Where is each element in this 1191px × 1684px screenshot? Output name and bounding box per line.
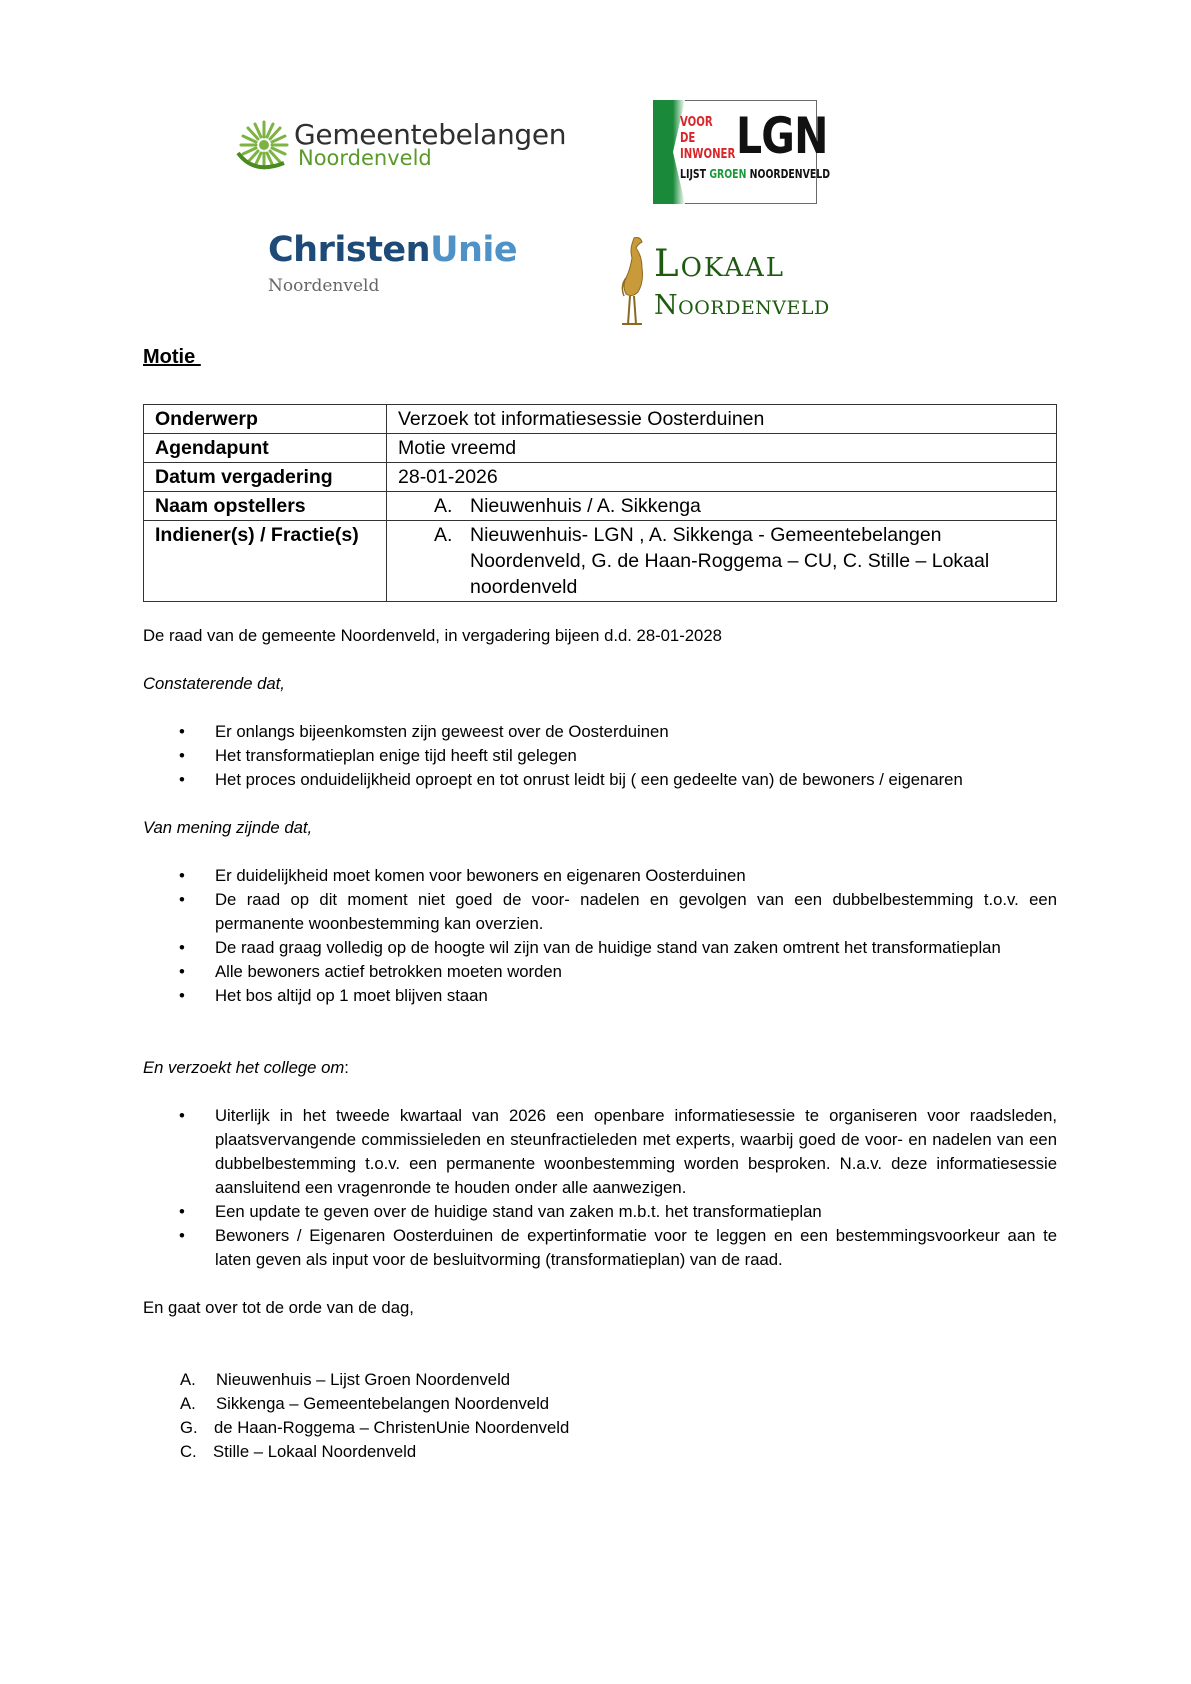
bullet-icon: • (179, 938, 185, 957)
bullet-icon: • (179, 866, 185, 885)
lgn-wordmark: LGN (736, 107, 828, 165)
lgn-green-bar (653, 100, 665, 204)
list-text: Nieuwenhuis- LGN , A. Sikkenga - Gemeentebelangen Noordenveld, G. de Haan-Roggema – CU, C. Stille – Lokaal noordenveld (470, 524, 990, 598)
table-row (144, 405, 1057, 434)
bullet-icon: • (179, 890, 185, 909)
section-heading-mening: Van mening zijnde dat, (143, 818, 313, 837)
lgn-subtitle: LIJST GROEN NOORDENVELD (680, 167, 830, 181)
lokaal-line1: Lokaal (654, 242, 786, 285)
list-item: A. Nieuwenhuis – Lijst Groen Noordenveld (180, 1370, 511, 1389)
list-item: • Het proces onduidelijkheid oproept en tot onrust leidt bij ( een gedeelte van) de bewoners / eigenaren (143, 768, 1057, 792)
bullet-icon: • (179, 1226, 185, 1245)
lgn-logo (653, 100, 830, 204)
lokaal-line2: Noordenveld (654, 290, 830, 321)
list-item: A. Sikkenga – Gemeentebelangen Noordenveld (180, 1394, 550, 1413)
logo-name-line1: Gemeentebelangen (294, 118, 567, 151)
table-row (144, 492, 1057, 521)
table-key: Onderwerp (144, 405, 387, 434)
list-item: • Uiterlijk in het tweede kwartaal van 2026 een openbare informatiesessie te organiseren voor raadsleden, plaatsvervangende commissieleden en steunfractieleden met experts, waarbij goed de voor- en nadelen van een dubbelbestemming t.o.v. een permanente woonbestemming worden besproken. N.a.v. deze informatiesessie aansluitend een vragenronde te houden onder alle aanwezigen. (179, 1106, 1057, 1197)
bullet-icon: • (179, 962, 185, 981)
table-value (387, 521, 1057, 602)
list-item: • Een update te geven over de huidige stand van zaken m.b.t. het transformatieplan (143, 1200, 1057, 1224)
table-key: Datum vergadering (144, 463, 387, 492)
list-item: • Bewoners / Eigenaren Oosterduinen de expertinformatie voor te leggen en een bestemmingsvoorkeur aan te laten geven als input voor de besluitvorming (transformatieplan) van de raad. (179, 1226, 1057, 1269)
list-item: • Alle bewoners actief betrokken moeten worden (143, 960, 1057, 984)
list-text: Nieuwenhuis / A. Sikkenga (470, 495, 701, 517)
cu-subtitle: Noordenveld (268, 276, 380, 296)
table-value: Motie vreemd (387, 434, 1057, 463)
bullet-icon: • (179, 746, 185, 765)
intro-paragraph: De raad van de gemeente Noordenveld, in vergadering bijeen d.d. 28-01-2028 (143, 626, 722, 645)
closing-paragraph: En gaat over tot de orde van de dag, (143, 1298, 414, 1317)
constaterend-list (143, 720, 1057, 792)
list-item: • Er duidelijkheid moet komen voor bewoners en eigenaren Oosterduinen (143, 864, 1057, 888)
table-row (144, 463, 1057, 492)
gemeentebelangen-logo (234, 118, 574, 170)
heron-icon (612, 234, 654, 330)
signatories-list (180, 1368, 569, 1464)
bullet-icon: • (179, 1106, 185, 1125)
bullet-icon: • (179, 1202, 185, 1221)
lgn-tagline: VOOR DE INWONER (680, 115, 736, 162)
table-key: Agendapunt (144, 434, 387, 463)
table-key: Naam opstellers (144, 492, 387, 521)
page-title: Motie (143, 346, 201, 368)
mening-list (143, 864, 1057, 1008)
bullet-icon: • (179, 722, 185, 741)
table-key: Indiener(s) / Fractie(s) (144, 521, 387, 602)
table-value: Verzoek tot informatiesessie Oosterduinen (387, 405, 1057, 434)
list-item: G. de Haan-Roggema – ChristenUnie Noordenveld (180, 1418, 570, 1437)
motion-info-table (143, 404, 1057, 602)
list-item: • Het transformatieplan enige tijd heeft stil gelegen (143, 744, 1057, 768)
list-item: • De raad op dit moment niet goed de voor- nadelen en gevolgen van een dubbelbestemming t.o.v. een permanente woonbestemming kan overzien. (179, 890, 1057, 933)
verzoekt-list (143, 1104, 1057, 1272)
table-row (144, 434, 1057, 463)
section-heading-constaterend: Constaterende dat, (143, 674, 285, 693)
section-heading-verzoekt: En verzoekt het college om: (143, 1058, 349, 1077)
list-item: • Het bos altijd op 1 moet blijven staan (143, 984, 1057, 1008)
lokaal-noordenveld-logo (612, 234, 832, 330)
bullet-icon: • (179, 770, 185, 789)
list-marker: A. (434, 524, 453, 546)
bullet-icon: • (179, 986, 185, 1005)
table-row (144, 521, 1057, 602)
sunburst-logo-icon (234, 120, 292, 170)
table-value: 28-01-2026 (387, 463, 1057, 492)
list-item: • De raad graag volledig op de hoogte wil zijn van de huidige stand van zaken omtrent het transformatieplan (143, 936, 1057, 960)
cu-wordmark: ChristenUnie (268, 230, 518, 270)
list-marker: A. (434, 495, 453, 517)
list-item: • Er onlangs bijeenkomsten zijn geweest over de Oosterduinen (143, 720, 1057, 744)
table-value (387, 492, 1057, 521)
christenunie-logo (268, 230, 528, 298)
list-item: C. Stille – Lokaal Noordenveld (180, 1442, 417, 1461)
logo-name-line2: Noordenveld (298, 146, 432, 170)
